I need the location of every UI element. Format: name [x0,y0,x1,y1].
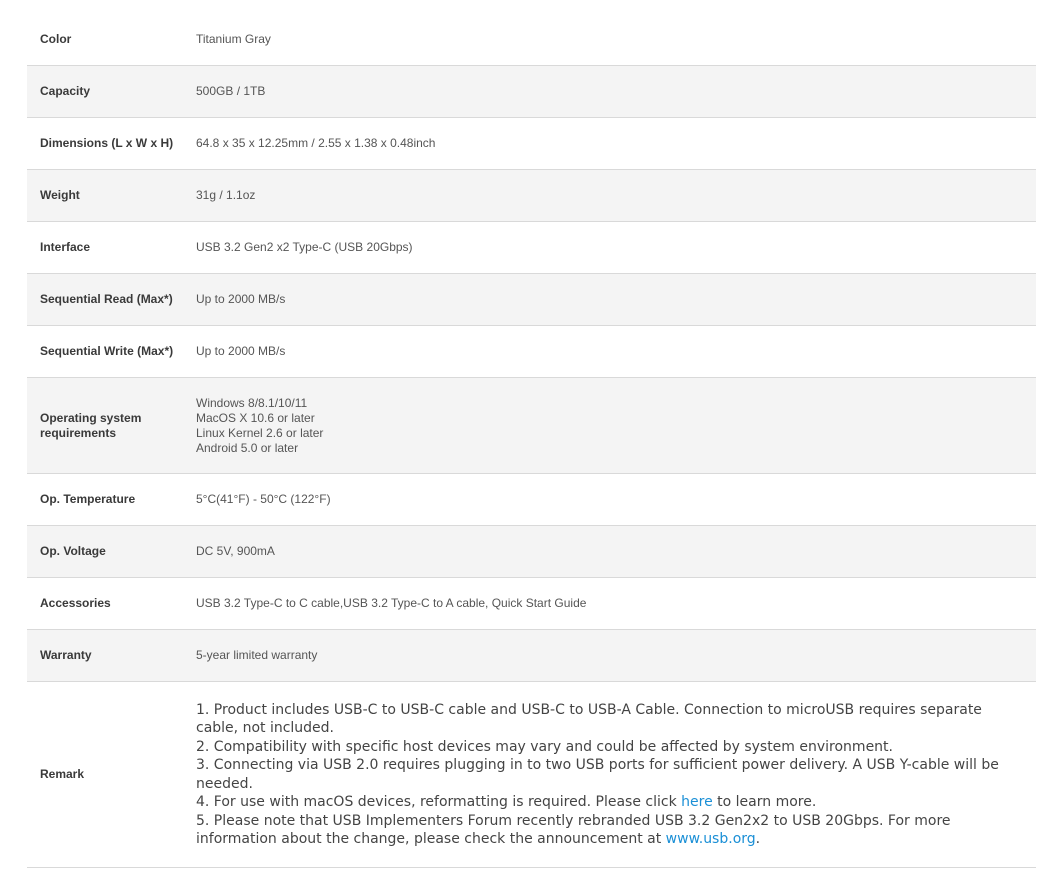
spec-label: Dimensions (L x W x H) [40,136,174,150]
remark-text [196,701,1036,849]
remark-line [196,793,1018,812]
spec-label: Color [40,32,72,46]
spec-label: Accessories [40,596,111,610]
spec-row-warranty [27,630,1036,682]
remark-text-segment: . [755,831,761,847]
spec-row-op-temperature [27,474,1036,526]
spec-value: 31g / 1.1oz [196,188,256,202]
spec-label: Op. Voltage [40,544,106,558]
os-line: Windows 8/8.1/10/11 [196,395,308,410]
spec-table [27,14,1036,868]
os-line: Android 5.0 or later [196,440,299,455]
spec-label: Interface [40,240,91,254]
spec-label: Sequential Write (Max*) [40,344,174,358]
macos-reformat-link[interactable]: here [681,794,713,810]
spec-label: Sequential Read (Max*) [40,292,173,306]
remark-line: 3. Connecting via USB 2.0 requires plugging in to two USB ports for sufficient power delivery. A USB Y-cable will be needed. [196,757,999,792]
spec-label: Op. Temperature [40,492,136,506]
spec-value: 5-year limited warranty [196,648,318,662]
spec-value: 64.8 x 35 x 12.25mm / 2.55 x 1.38 x 0.48inch [196,136,436,150]
spec-value: Up to 2000 MB/s [196,292,286,306]
spec-row-weight [27,170,1036,222]
spec-value: 500GB / 1TB [196,84,266,98]
remark-line: 2. Compatibility with specific host devices may vary and could be affected by system environment. [196,738,893,755]
spec-value: Titanium Gray [196,32,271,46]
spec-row-color [27,14,1036,66]
spec-row-op-voltage [27,526,1036,578]
spec-label: Warranty [40,648,92,662]
spec-row-dimensions [27,118,1036,170]
spec-value: DC 5V, 900mA [196,544,275,558]
remark-line [196,812,1018,849]
spec-value: USB 3.2 Type-C to C cable,USB 3.2 Type-C to A cable, Quick Start Guide [196,596,587,610]
remark-text-segment: 5. Please note that USB Implementers Forum recently rebranded USB 3.2 Gen2x2 to USB 20Gbps. For more information about the change, please check the announcement at [196,812,951,847]
usb-org-link[interactable]: www.usb.org [665,831,756,847]
spec-row-sequential-write [27,326,1036,378]
spec-label: Weight [40,188,80,202]
spec-row-os-requirements [27,378,1036,474]
spec-value: 5°C(41°F) - 50°C (122°F) [196,492,331,506]
spec-row-accessories [27,578,1036,630]
remark-text-segment: to learn more. [712,794,817,810]
spec-value [196,396,1036,456]
spec-value: Up to 2000 MB/s [196,344,286,358]
os-line: Linux Kernel 2.6 or later [196,425,324,440]
spec-row-interface [27,222,1036,274]
os-line: MacOS X 10.6 or later [196,410,315,425]
spec-value: USB 3.2 Gen2 x2 Type-C (USB 20Gbps) [196,240,413,254]
remark-text-segment: 4. For use with macOS devices, reformatting is required. Please click [196,794,682,810]
spec-row-remark [27,682,1036,868]
spec-row-sequential-read [27,274,1036,326]
spec-label: Operating system requirements [40,410,142,440]
spec-label: Remark [40,767,85,781]
remark-line: 1. Product includes USB-C to USB-C cable and USB-C to USB-A Cable. Connection to microUSB requires separate cable, not included. [196,701,982,736]
spec-row-capacity [27,66,1036,118]
spec-label: Capacity [40,84,91,98]
